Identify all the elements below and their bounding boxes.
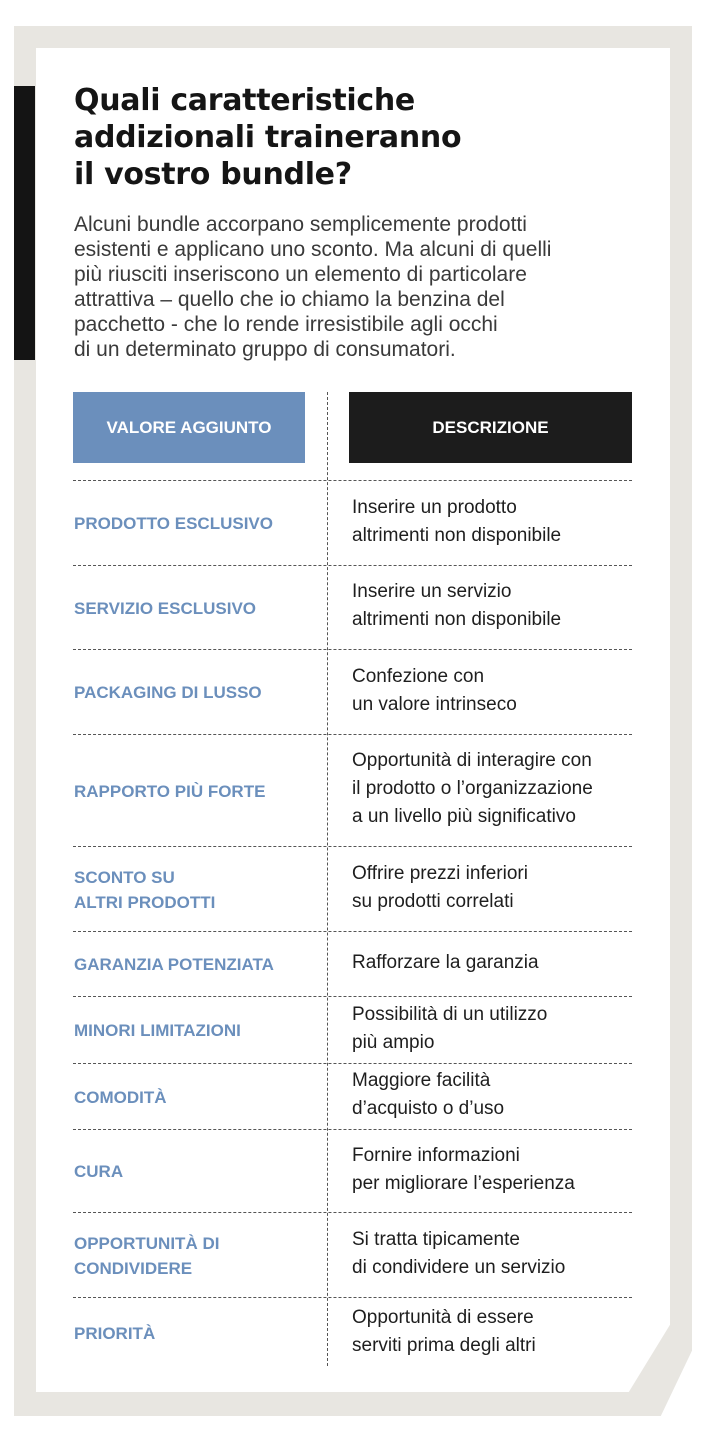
feature-description-line: di condividere un servizio [352,1256,566,1278]
feature-description [352,1213,637,1294]
feature-description [352,847,637,928]
feature-name [74,482,314,565]
feature-description [352,1298,637,1365]
feature-description-line: Si tratta tipicamente [352,1228,520,1250]
feature-description-line: a un livello più significativo [352,806,576,827]
feature-description-line: Rafforzare la garanzia [352,951,539,973]
intro-line: Alcuni bundle accorpano semplicemente prodotti [74,213,527,236]
feature-description-line: altrimenti non disponibile [352,524,562,546]
feature-name-line: CURA [74,1162,124,1181]
intro-paragraph [74,212,634,362]
feature-description-line: Possibilità di un utilizzo [352,1003,548,1025]
feature-description [352,650,637,731]
intro-line: di un determinato gruppo di consumatori. [74,338,456,361]
feature-name [74,1065,314,1129]
feature-description [352,1130,637,1209]
feature-name-line: MINORI LIMITAZIONI [74,1021,241,1040]
feature-name [74,998,314,1063]
feature-description-line: per migliorare l’esperienza [352,1172,575,1194]
intro-line: esistenti e applicano uno sconto. Ma alcuni di quelli [74,238,552,261]
title-line: addizionali traineranno [74,120,462,155]
feature-name [74,1131,314,1212]
feature-name [74,567,314,649]
header-added-value: VALORE AGGIUNTO [73,392,305,463]
feature-description-line: Maggiore facilità [352,1070,491,1091]
feature-name-line: RAPPORTO PIÙ FORTE [74,781,266,801]
feature-name [74,1299,314,1368]
feature-description [352,997,637,1060]
intro-line: pacchetto - che lo rende irresistibile agli occhi [74,313,498,336]
feature-description-line: Opportunità di interagire con [352,750,592,771]
intro-line: più riusciti inseriscono un elemento di particolare [74,263,527,286]
feature-name [74,848,314,931]
feature-description [352,932,637,993]
feature-name [74,651,314,734]
feature-description-line: serviti prima degli altri [352,1334,536,1356]
feature-name-line: PRODOTTO ESCLUSIVO [74,514,273,533]
feature-description-line: Opportunità di essere [352,1306,534,1328]
feature-name-line: GARANZIA POTENZIATA [74,955,274,974]
header-description: DESCRIZIONE [349,392,632,463]
feature-description-line: d’acquisto o d’uso [352,1098,505,1119]
title-line: Quali caratteristiche [74,83,415,118]
feature-description-line: Inserire un prodotto [352,496,517,518]
feature-name-line: PACKAGING DI LUSSO [74,683,262,702]
feature-description [352,1064,637,1126]
feature-description-line: il prodotto o l’organizzazione [352,778,593,799]
feature-name-line: COMODITÀ [74,1087,167,1107]
feature-name-line: CONDIVIDERE [74,1258,193,1278]
intro-line: attrattiva – quello che io chiamo la benzina del [74,288,505,311]
page-title [74,82,634,193]
feature-name [74,1214,314,1297]
feature-description-line: su prodotti correlati [352,890,514,912]
feature-name-line: SERVIZIO ESCLUSIVO [74,598,257,618]
feature-description [352,566,637,646]
feature-name-line: ALTRI PRODOTTI [74,892,216,912]
title-line: il vostro bundle? [74,157,352,192]
feature-name-line: PRIORITÀ [74,1324,156,1343]
feature-description-line: più ampio [352,1031,435,1053]
feature-description-line: Confezione con [352,665,485,687]
column-divider [327,392,328,1366]
feature-name [74,736,314,846]
feature-description-line: Offrire prezzi inferiori [352,862,528,884]
feature-name-line: OPPORTUNITÀ DI [74,1233,220,1253]
feature-description [352,481,637,562]
accent-bar [14,86,35,360]
feature-description-line: Fornire informazioni [352,1144,520,1166]
feature-description-line: un valore intrinseco [352,693,517,715]
feature-description-line: altrimenti non disponibile [352,609,562,630]
feature-description-line: Inserire un servizio [352,581,512,602]
feature-name-line: SCONTO SU [74,867,175,887]
feature-name [74,933,314,996]
feature-description [352,735,637,843]
